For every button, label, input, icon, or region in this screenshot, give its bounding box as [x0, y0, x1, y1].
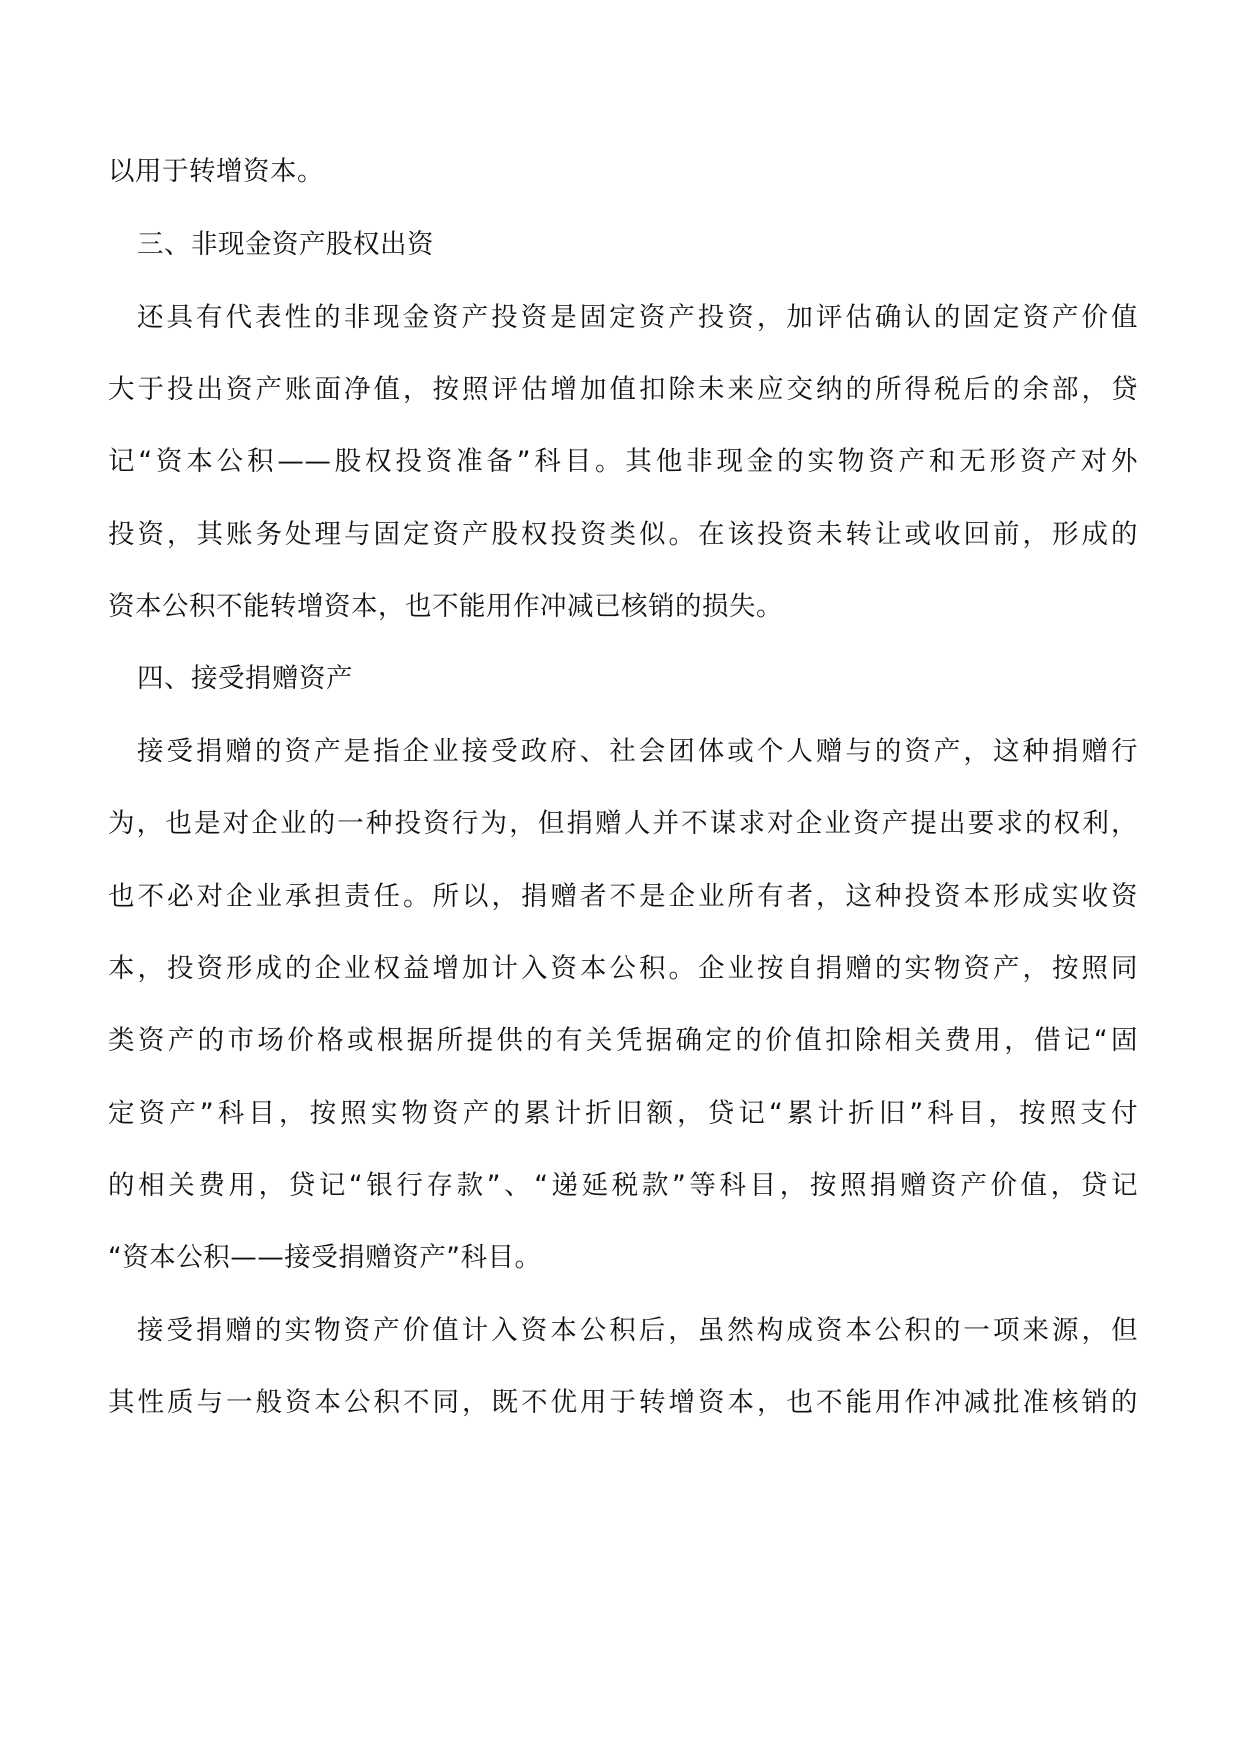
section-heading: 三、非现金资产股权出资 — [137, 229, 434, 260]
paragraph-line: 也不必对企业承担责任。所以，捐赠者不是企业所有者，这种投资本形成实收资 — [108, 881, 1138, 912]
paragraph-line: 本，投资形成的企业权益增加计入资本公积。企业按自捐赠的实物资产，按照同 — [108, 953, 1138, 984]
paragraph-line: 以用于转增资本。 — [108, 156, 324, 187]
paragraph-line: 还具有代表性的非现金资产投资是固定资产投资，加评估确认的固定资产价值 — [137, 302, 1138, 333]
paragraph-line: 记“资本公积——股权投资准备”科目。其他非现金的实物资产和无形资产对外 — [108, 446, 1138, 477]
paragraph-line: 接受捐赠的资产是指企业接受政府、社会团体或个人赠与的资产，这种捐赠行 — [137, 736, 1138, 767]
paragraph-line: 其性质与一般资本公积不同，既不优用于转增资本，也不能用作冲减批准核销的 — [108, 1387, 1138, 1418]
paragraph-line: 大于投出资产账面净值，按照评估增加值扣除未来应交纳的所得税后的余部，贷 — [108, 374, 1138, 405]
paragraph-line: 类资产的市场价格或根据所提供的有关凭据确定的价值扣除相关费用，借记“固 — [108, 1025, 1138, 1056]
paragraph-line: 资本公积不能转增资本，也不能用作冲减已核销的损失。 — [108, 591, 783, 622]
paragraph-line: 接受捐赠的实物资产价值计入资本公积后，虽然构成资本公积的一项来源，但 — [137, 1315, 1138, 1346]
paragraph-line: 定资产”科目，按照实物资产的累计折旧额，贷记“累计折旧”科目，按照支付 — [108, 1098, 1138, 1129]
section-heading: 四、接受捐赠资产 — [137, 663, 353, 694]
paragraph-line: 的相关费用，贷记“银行存款”、“递延税款”等科目，按照捐赠资产价值，贷记 — [108, 1170, 1138, 1201]
paragraph-line: 投资，其账务处理与固定资产股权投资类似。在该投资未转让或收回前，形成的 — [108, 519, 1138, 550]
paragraph-line: “资本公积——接受捐赠资产”科目。 — [108, 1242, 542, 1273]
paragraph-line: 为，也是对企业的一种投资行为，但捐赠人并不谋求对企业资产提出要求的权利， — [108, 808, 1138, 839]
